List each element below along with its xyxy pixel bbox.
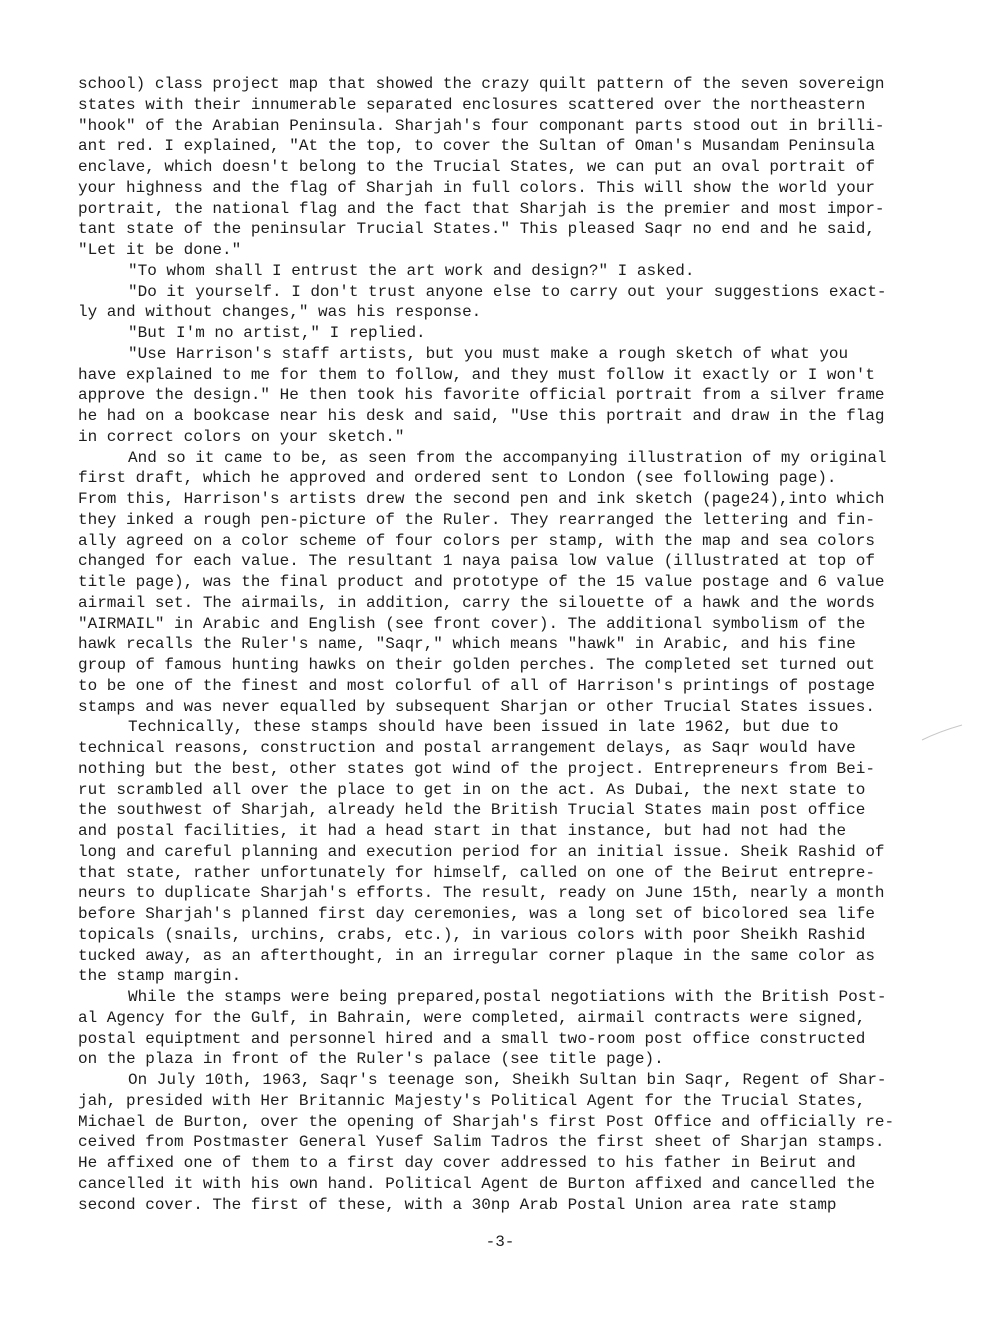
text-line: nothing but the best, other states got wind of the project. Entrepreneurs from Bei- — [78, 759, 875, 778]
text-line: the stamp margin. — [78, 967, 242, 986]
text-line: states with their innumerable separated enclosures scattered over the northeastern — [78, 95, 866, 114]
text-line: long and careful planning and execution period for an initial issue. Sheik Rashid of — [78, 842, 885, 861]
text-line: "Use Harrison's staff artists, but you must make a rough sketch of what you — [128, 344, 849, 363]
page-number: -3- — [485, 1233, 515, 1251]
text-line: approve the design." He then took his favorite official portrait from a silver frame — [78, 386, 885, 405]
text-line: airmail set. The airmails, in addition, carry the silouette of a hawk and the words — [78, 593, 875, 612]
text-line: neurs to duplicate Sharjah's efforts. The result, ready on June 15th, nearly a month — [78, 884, 885, 903]
text-line: ally agreed on a color scheme of four colors per stamp, with the map and sea colors — [78, 531, 875, 550]
text-line: "Let it be done." — [78, 241, 242, 259]
text-line: technical reasons, construction and postal arrangement delays, as Saqr would have — [78, 739, 856, 757]
text-line: he had on a bookcase near his desk and said, "Use this portrait and draw in the flag — [78, 407, 885, 425]
text-line: have explained to me for them to follow, and they must follow it exactly or I won't — [78, 365, 875, 384]
text-line: cancelled it with his own hand. Political Agent de Burton affixed and cancelled the — [78, 1174, 875, 1193]
text-line: ly and without changes," was his response. — [78, 303, 482, 322]
text-line: topicals (snails, urchins, crabs, etc.), in various colors with poor Sheikh Rashid — [78, 925, 866, 944]
text-line: "hook" of the Arabian Peninsula. Sharjah's four componant parts stood out in brilli- — [78, 116, 885, 135]
text-line: title page), was the final product and prototype of the 15 value postage and 6 value — [78, 573, 885, 591]
text-line: "But I'm no artist," I replied. — [128, 324, 426, 342]
text-line: tant state of the peninsular Trucial States." This pleased Saqr no end and he said, — [78, 220, 875, 239]
text-line: first draft, which he approved and ordered sent to London (see following page). — [78, 469, 837, 488]
text-line: on the plaza in front of the Ruler's palace (see title page). — [78, 1050, 664, 1069]
text-line: "Do it yourself. I don't trust anyone else to carry out your suggestions exact- — [128, 282, 887, 301]
text-line: From this, Harrison's artists drew the second pen and ink sketch (page24),into which — [78, 490, 885, 508]
text-line: before Sharjah's planned first day ceremonies, was a long set of bicolored sea life — [78, 905, 875, 923]
text-line: And so it came to be, as seen from the accompanying illustration of my original — [128, 448, 887, 467]
text-line: portrait, the national flag and the fact that Sharjah is the premier and most impor- — [78, 199, 885, 218]
body-text — [78, 74, 938, 1215]
text-line: ant red. I explained, "At the top, to cover the Sultan of Oman's Musandam Peninsula — [78, 137, 875, 156]
text-line: On July 10th, 1963, Saqr's teenage son, Sheikh Sultan bin Saqr, Regent of Shar- — [128, 1071, 887, 1089]
text-line: jah, presided with Her Britannic Majesty's Political Agent for the Trucial States, — [78, 1091, 866, 1110]
text-line: school) class project map that showed the crazy quilt pattern of the seven sovereign — [78, 75, 885, 93]
text-line: al Agency for the Gulf, in Bahrain, were completed, airmail contracts were signed, — [78, 1008, 866, 1027]
text-line: the southwest of Sharjah, already held the British Trucial States main post office — [78, 801, 866, 820]
text-line: Michael de Burton, over the opening of Sharjah's first Post Office and officially re- — [78, 1112, 895, 1131]
text-line: and postal facilities, it had a head start in that instance, but had not had the — [78, 822, 847, 840]
text-line: changed for each value. The resultant 1 naya paisa low value (illustrated at top of — [78, 552, 875, 571]
text-line: ceived from Postmaster General Yusef Salim Tadros the first sheet of Sharjan stamps. — [78, 1133, 885, 1152]
text-line: stamps and was never equalled by subsequent Sharjan or other Trucial States issues. — [78, 697, 875, 716]
text-line: He affixed one of them to a first day cover addressed to his father in Beirut and — [78, 1154, 856, 1172]
text-line: they inked a rough pen-picture of the Ruler. They rearranged the lettering and fin- — [78, 510, 875, 529]
text-line: postal equiptment and personnel hired and a small two-room post office constructed — [78, 1029, 866, 1048]
pencil-stroke-mark — [920, 724, 964, 742]
text-line: rut scrambled all over the place to get in on the act. As Dubai, the next state to — [78, 780, 866, 799]
text-line: tucked away, as an afterthought, in an irregular corner plaque in the same color as — [78, 946, 875, 965]
text-line: to be one of the finest and most colorful of all of Harrison's printings of postage — [78, 676, 875, 695]
text-line: that state, rather unfortunately for himself, called on one of the Beirut entrepre- — [78, 863, 875, 882]
text-line: your highness and the flag of Sharjah in full colors. This will show the world your — [78, 178, 875, 197]
text-line: hawk recalls the Ruler's name, "Saqr," which means "hawk" in Arabic, and his fine — [78, 635, 856, 654]
text-line: second cover. The first of these, with a 30np Arab Postal Union area rate stamp — [78, 1195, 837, 1214]
text-line: group of famous hunting hawks on their golden perches. The completed set turned out — [78, 656, 875, 674]
text-line: Technically, these stamps should have been issued in late 1962, but due to — [128, 718, 839, 737]
text-line: While the stamps were being prepared,postal negotiations with the British Post- — [128, 988, 887, 1006]
text-line: enclave, which doesn't belong to the Trucial States, we can put an oval portrait of — [78, 158, 875, 176]
text-line: "To whom shall I entrust the art work and design?" I asked. — [128, 261, 695, 280]
text-line: "AIRMAIL" in Arabic and English (see front cover). The additional symbolism of the — [78, 614, 866, 633]
text-line: in correct colors on your sketch." — [78, 427, 405, 446]
